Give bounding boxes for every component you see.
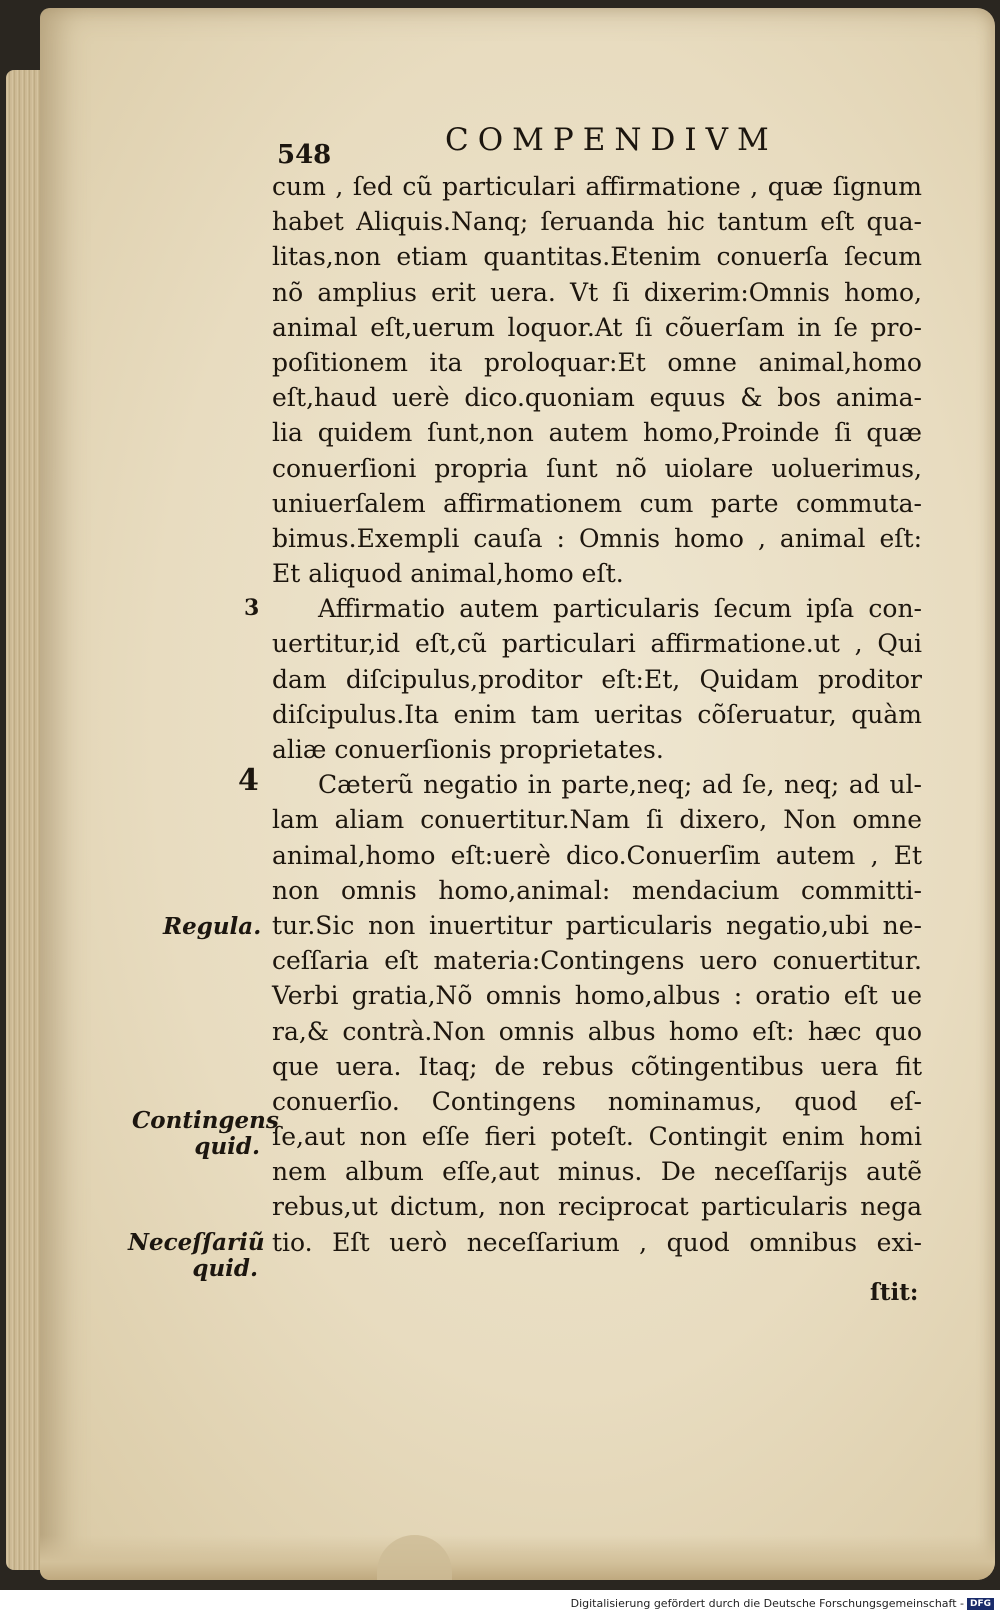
page-bottom-edge (40, 1535, 995, 1580)
margin-note-contingens: Contingens quid. (132, 1107, 279, 1161)
text-line: Et aliquod animal,homo eſt. (272, 559, 624, 589)
text-line: tur.Sic non inuertitur particularis negatio,ubi ne- (272, 910, 922, 940)
page-header (265, 122, 915, 170)
text-line: ra,& contrà.Non omnis albus homo eſt: hæc quo (272, 1016, 922, 1046)
text-line: nem album eſſe,aut minus. De neceſſarijs autẽ (272, 1157, 922, 1187)
paragraph-number: 3 (244, 595, 260, 621)
text-line: tio. Eſt uerò neceſſarium , quod omnibus exi- (272, 1227, 922, 1257)
margin-note-necessarium: Neceſſariũ quid. (128, 1229, 265, 1283)
text-line: dam diſcipulus,proditor eſt:Et, Quidam proditor (272, 664, 922, 694)
dfg-logo: DFG (967, 1598, 994, 1610)
text-line: ſe,aut non eſſe fieri poteſt. Contingit enim homi (272, 1122, 922, 1152)
text-line: uniuerſalem affirmationem cum parte commuta- (272, 488, 922, 518)
credit-text: Digitalisierung gefördert durch die Deutsche Forschungsgemeinschaft - (570, 1597, 964, 1610)
text-line: Affirmatio autem particularis ſecum ipſa con- (318, 594, 922, 624)
text-line: habet Aliquis.Nanq; ſeruanda hic tantum eſt qua- (272, 207, 922, 237)
catchword: ſtit: (870, 1279, 919, 1306)
text-line: poſitionem ita proloquar:Et omne animal,homo (272, 347, 922, 377)
text-line: animal eſt,uerum loquor.At ſi cõuerſam in ſe pro- (272, 312, 922, 342)
text-line: diſcipulus.Ita enim tam ueritas cõſeruatur, quàm (272, 699, 922, 729)
folio-number: 548 (277, 140, 332, 170)
text-line: que uera. Itaq; de rebus cõtingentibus uera fit (272, 1051, 922, 1081)
text-line: bimus.Exempli cauſa : Omnis homo , animal eſt: (272, 523, 922, 553)
text-line: lam aliam conuertitur.Nam ſi dixero, Non omne (272, 805, 922, 835)
text-line: conuerſio. Contingens nominamus, quod eſ- (272, 1086, 922, 1116)
text-line: litas,non etiam quantitas.Etenim conuerſa ſecum (272, 242, 922, 272)
text-line: Verbi gratia,Nõ omnis homo,albus : oratio eſt ue (272, 981, 922, 1011)
digitization-credit (571, 1597, 994, 1610)
margin-note-regula: Regula. (163, 913, 262, 940)
text-line: nõ amplius erit uera. Vt ſi dixerim:Omnis homo, (272, 277, 922, 307)
text-line: conuerſioni propria ſunt nõ uiolare uoluerimus, (272, 453, 922, 483)
text-line: uertitur,id eſt,cũ particulari affirmatione.ut , Qui (272, 629, 922, 659)
running-head: COMPENDIVM (445, 122, 778, 158)
text-line: Cæterũ negatio in parte,neq; ad ſe, neq; ad ul- (318, 770, 922, 800)
text-line: animal,homo eſt:uerè dico.Conuerſim autem , Et (272, 840, 922, 870)
paragraph-number: 4 (238, 763, 259, 798)
text-line: rebus,ut dictum, non reciprocat particularis nega (272, 1192, 922, 1222)
text-line: cum , ſed cũ particulari affirmatione , quæ ſignum (272, 172, 922, 201)
text-line: aliæ conuerſionis proprietates. (272, 735, 664, 764)
text-block (272, 169, 922, 1260)
text-line: ceſſaria eſt materia:Contingens uero conuertitur. (272, 946, 922, 976)
text-line: lia quidem ſunt,non autem homo,Proinde ſi quæ (272, 418, 922, 448)
text-line: non omnis homo,animal: mendacium committi- (272, 875, 922, 905)
text-line: eſt,haud uerè dico.quoniam equus & bos anima- (272, 383, 922, 413)
